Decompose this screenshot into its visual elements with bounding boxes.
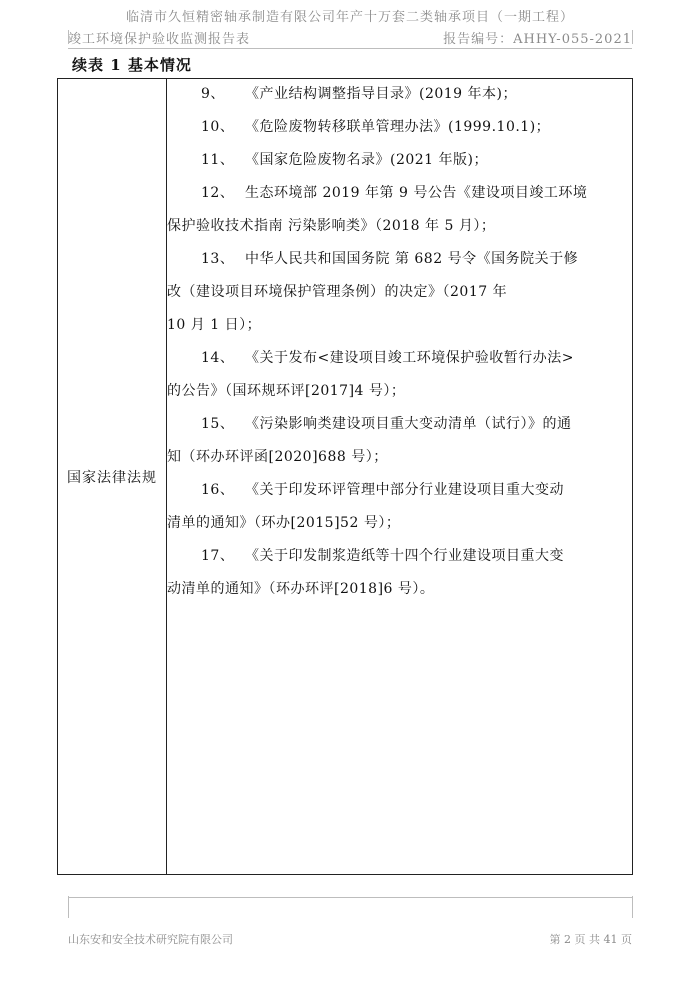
list-item-text: 生态环境部 2019 年第 9 号公告《建设项目竣工环境: [245, 185, 588, 201]
list-item-number: 9、: [201, 86, 225, 102]
page-header: [68, 6, 632, 46]
list-item-first-line: [167, 111, 631, 144]
list-item-continuation: 清单的通知》（环办[2015]52 号）；: [167, 515, 401, 531]
list-item-number: 16、: [201, 482, 235, 498]
list-item-continuation: 动清单的通知》（环办环评[2018]6 号）。: [167, 581, 435, 597]
list-item-text: 《产业结构调整指导目录》(2019 年本)；: [245, 86, 518, 102]
header-corner-mark-left: [64, 30, 69, 44]
list-item-number: 14、: [201, 350, 235, 366]
header-report-type: 竣工环境保护验收监测报告表: [68, 32, 251, 47]
list-item-text: 《关于印发制浆造纸等十四个行业建设项目重大变: [245, 548, 564, 564]
header-second-line: [68, 28, 632, 46]
list-item: [167, 243, 631, 342]
list-item-first-line: [167, 144, 631, 177]
list-item: [167, 474, 631, 540]
list-item-text: 《污染影响类建设项目重大变动清单（试行）》的通: [245, 416, 572, 432]
list-item-first-line: [167, 342, 631, 375]
list-item-first-line: [167, 408, 631, 441]
list-item-first-line: [167, 540, 631, 573]
list-item: [167, 78, 631, 111]
list-item-number: 10、: [201, 119, 235, 135]
list-item-first-line: [167, 177, 631, 210]
row-label-national-laws: 国家法律法规: [67, 469, 157, 486]
footer-page-number: 第 2 页 共 41 页: [549, 933, 632, 946]
list-item-number: 17、: [201, 548, 235, 564]
list-item: [167, 177, 631, 243]
page-footer: [68, 897, 632, 946]
list-item-number: 13、: [201, 251, 235, 267]
list-item-text: 中华人民共和国国务院 第 682 号令《国务院关于修: [245, 251, 579, 267]
list-item-number: 15、: [201, 416, 235, 432]
report-number-label: 报告编号：: [443, 32, 514, 47]
list-item-text: 《危险废物转移联单管理办法》(1999.10.1)；: [245, 119, 551, 135]
list-item-continuation: 10 月 1 日）；: [167, 317, 262, 333]
list-item-number: 12、: [201, 185, 235, 201]
list-item-continuation: 知（环办环评函[2020]688 号）；: [167, 449, 388, 465]
report-number-value: AHHY-055-2021: [513, 32, 632, 47]
section-title: 续表 1 基本情况: [72, 56, 192, 74]
list-item: [167, 111, 631, 144]
list-item-continuation: 改（建设项目环境保护管理条例）的决定》（2017 年: [167, 284, 508, 300]
list-item: [167, 408, 631, 474]
header-corner-mark-right: [632, 30, 637, 44]
list-item-first-line: [167, 78, 631, 111]
header-rule: [68, 48, 632, 49]
footer-rule: [68, 897, 632, 898]
list-item: [167, 540, 631, 606]
footer-corner-mark-right: [632, 896, 637, 918]
list-item-first-line: [167, 243, 631, 276]
list-item-text: 《关于印发环评管理中部分行业建设项目重大变动: [245, 482, 564, 498]
list-item-text: 《国家危险废物名录》(2021 年版)；: [245, 152, 489, 168]
header-project-title: 临清市久恒精密轴承制造有限公司年产十万套二类轴承项目（一期工程）: [125, 10, 574, 25]
list-item-first-line: [167, 474, 631, 507]
footer-corner-mark-left: [64, 896, 69, 918]
list-item-text: 《关于发布<建设项目竣工环境保护验收暂行办法>: [245, 350, 574, 366]
header-report-number: [443, 28, 632, 47]
footer-organization: 山东安和安全技术研究院有限公司: [68, 933, 233, 946]
regulation-list: [167, 78, 631, 606]
list-item-continuation: 的公告》（国环规环评[2017]4 号）；: [167, 383, 406, 399]
list-item-continuation: 保护验收技术指南 污染影响类》（2018 年 5 月）；: [167, 218, 496, 234]
list-item: [167, 144, 631, 177]
list-item: [167, 342, 631, 408]
list-item-number: 11、: [201, 152, 235, 168]
